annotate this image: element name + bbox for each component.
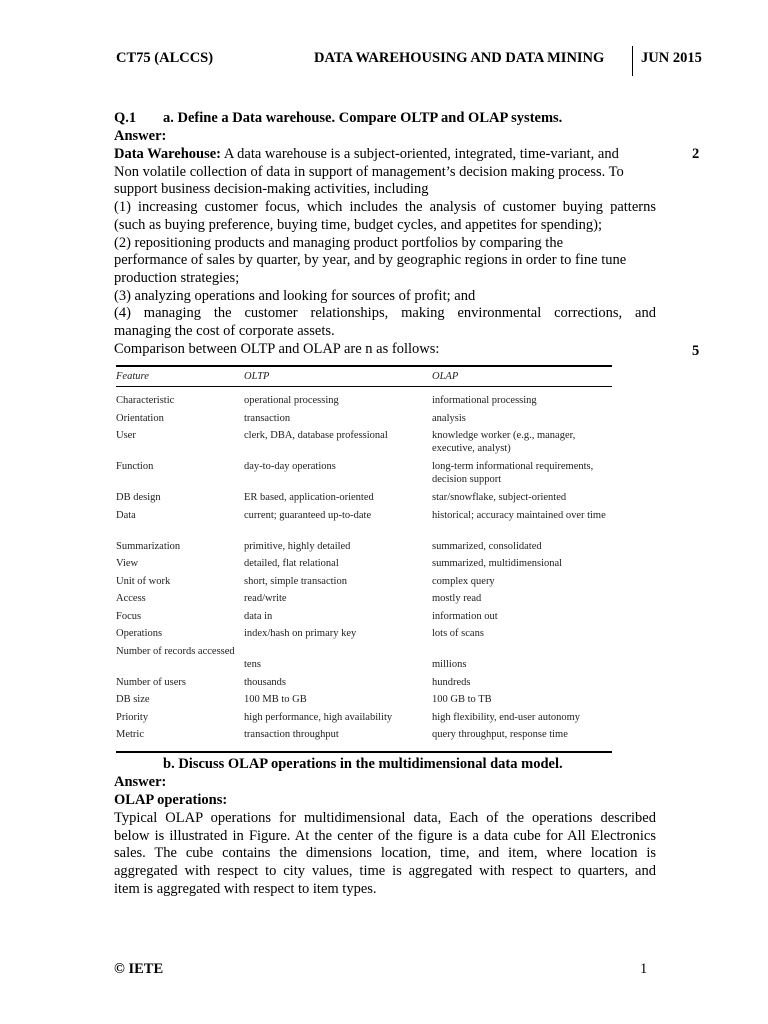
table-bottom-rule [116,751,612,753]
table-cell-feature: Focus [116,610,142,622]
table-row [116,592,612,610]
table-cell-olap: high flexibility, end-user autonomy [432,711,581,723]
table-cell-feature: Orientation [116,412,164,424]
table-row [116,711,612,729]
table-row [116,429,612,460]
answer-line: Non volatile collection of data in support of management’s decision making process. To [114,163,624,180]
table-cell-olap: knowledge worker (e.g., manager, executive, analyst) [432,430,576,454]
table-cell-oltp: primitive, highly detailed [244,540,351,552]
table-cell-oltp: index/hash on primary key [244,628,357,639]
table-row [116,412,612,430]
table-cell-oltp: detailed, flat relational [244,558,339,569]
table-cell-oltp: operational processing [244,395,339,406]
table-row [116,557,612,575]
answer-line: managing the cost of corporate assets. [114,323,335,340]
table-cell-oltp: ER based, application-oriented [244,492,374,503]
data-warehouse-label: Data Warehouse: [114,146,222,162]
table-row [116,491,612,509]
table-row [116,627,612,645]
answer-line: support business decision-making activities, including [114,181,429,198]
table-cell-oltp: data in [244,610,273,622]
answer-line: A data warehouse is a subject-oriented, integrated, time-variant, and [221,146,619,162]
table-cell-olap: star/snowflake, subject-oriented [432,492,567,503]
table-cell-feature: DB size [116,694,150,705]
table-cell-olap: historical; accuracy maintained over time [432,509,606,521]
table-cell-feature: Access [116,593,146,604]
marks-5: 5 [692,343,700,359]
table-row [116,509,612,540]
answer-line: (2) repositioning products and managing product portfolios by comparing the [114,234,564,251]
answer-b-line: Typical OLAP operations for multidimensional data, Each of the operations described [114,810,656,826]
table-body [116,387,612,751]
table-cell-olap: long-term informational requirements, decision support [432,461,594,485]
answer-b-line: aggregated with respect to city values, time is aggregated with respect to quarters, and [114,863,656,880]
table-header-olap: OLAP [432,371,459,382]
answer-b-line: below is illustrated in Figure. At the center of the figure is a data cube for All Electronics [114,827,656,844]
table-cell-feature: View [116,558,139,569]
table-row [116,394,612,412]
table-cell-oltp: 100 MB to GB [244,694,307,705]
answer-label-a: Answer: [114,128,167,144]
table-cell-oltp: thousands [244,676,286,688]
table-cell-olap: complex query [432,575,495,587]
table-cell-oltp: current; guaranteed up-to-date [244,509,372,521]
table-cell-olap: informational processing [432,395,537,406]
table-cell-oltp: short, simple transaction [244,575,347,587]
table-header-oltp: OLTP [244,371,270,382]
table-cell-feature: Operations [116,628,163,639]
answer-b-body [114,810,656,899]
table-cell-olap: hundreds [432,676,471,688]
table-cell-olap: summarized, consolidated [432,540,542,552]
answer-line: (4) managing the customer relationships, making environmental corrections, and [114,305,656,322]
answer-b-line: sales. The cube contains the dimensions location, time, and item, where location is [114,845,656,862]
footer-copyright: © IETE [114,961,164,977]
table-header-feature: Feature [116,371,149,382]
answer-b-line: item is aggregated with respect to item types. [114,880,377,897]
table-cell-feature: Function [116,461,154,472]
table-row [116,728,612,746]
marks-2: 2 [692,146,700,162]
header-subject: DATA WAREHOUSING AND DATA MINING [314,50,605,66]
table-cell-oltp: clerk, DBA, database professional [244,430,388,441]
answer-label-b: Answer: [114,774,167,790]
footer-page-number: 1 [640,961,648,977]
table-cell-olap: information out [432,610,498,622]
table-cell-olap: analysis [432,412,466,424]
comparison-line: Comparison between OLTP and OLAP are n as follows: [114,340,440,357]
answer-line: (1) increasing customer focus, which includes the analysis of customer buying patterns [114,199,656,216]
table-cell-olap: millions [432,658,467,670]
olap-operations-heading: OLAP operations: [114,792,228,808]
table-cell-feature: Priority [116,711,149,723]
table-cell-feature: Number of users [116,676,186,688]
table-row [116,575,612,593]
table-cell-feature: Number of records accessed [116,645,235,657]
table-row [116,460,612,491]
oltp-olap-table [116,365,612,753]
table-cell-feature: Unit of work [116,575,171,587]
table-cell-feature: User [116,430,136,441]
table-cell-olap: lots of scans [432,628,484,639]
table-cell-feature: Metric [116,729,144,740]
table-cell-olap: summarized, multidimensional [432,558,563,569]
table-cell-oltp: tens [244,658,261,670]
table-cell-oltp: day-to-day operations [244,461,336,472]
table-cell-olap: 100 GB to TB [432,694,492,705]
answer-a-body [114,146,656,358]
question-part-b: b. Discuss OLAP operations in the multidimensional data model. [163,756,563,772]
header-divider [632,46,633,76]
table-cell-oltp: high performance, high availability [244,711,393,723]
table-row [116,540,612,558]
table-row [116,676,612,694]
answer-line: performance of sales by quarter, by year, and by geographic regions in order to fine tune [114,252,627,269]
answer-line: production strategies; [114,269,240,286]
table-cell-feature: Summarization [116,540,181,552]
table-cell-feature: Characteristic [116,395,175,406]
table-cell-oltp: read/write [244,593,287,604]
header-date: JUN 2015 [641,50,702,66]
table-row [116,610,612,628]
table-row [116,693,612,711]
table-cell-oltp: transaction [244,412,291,424]
table-header-row [116,367,612,386]
table-cell-feature: Data [116,509,136,521]
answer-line: (3) analyzing operations and looking for sources of profit; and [114,287,476,304]
question-number: Q.1 [114,110,137,126]
table-cell-olap: mostly read [432,593,482,604]
table-cell-feature: DB design [116,492,161,503]
header-code: CT75 (ALCCS) [116,50,214,66]
question-part-a: a. Define a Data warehouse. Compare OLTP and OLAP systems. [163,110,563,126]
table-cell-olap: query throughput, response time [432,729,568,740]
answer-line: (such as buying preference, buying time, budget cycles, and appetites for spending); [114,216,603,233]
table-row [116,645,612,676]
table-cell-oltp: transaction throughput [244,729,339,740]
